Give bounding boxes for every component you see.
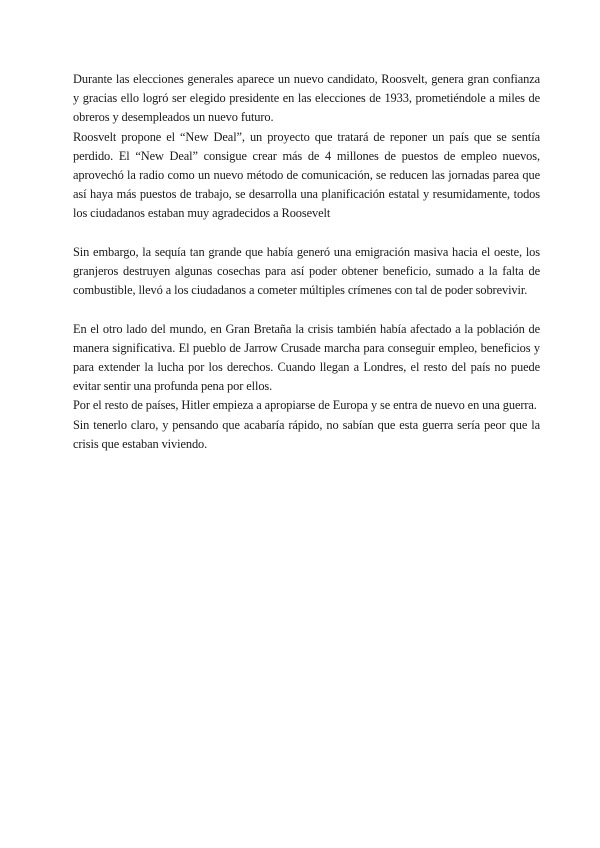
document-body [73, 70, 540, 454]
paragraph-gap [73, 224, 540, 243]
paragraph-roosvelt-elections: Durante las elecciones generales aparece un nuevo candidato, Roosvelt, genera gran confianza y gracias ello logró ser elegido presidente en las elecciones de 1933, prometiéndole a miles de obreros y desempleados un nuevo futuro. [73, 72, 540, 125]
paragraph-gap [73, 300, 540, 319]
paragraph-new-deal: Roosvelt propone el “New Deal”, un proyecto que tratará de reponer un país que se sentía perdido. El “New Deal” consigue crear más de 4 millones de puestos de empleo nuevos, aprovechó la radio como un nuevo método de comunicación, se reducen las jornadas parea que así haya más puestos de trabajo, se desarrolla una planificación estatal y resumidamente, todos los ciudadanos estaban muy agradecidos a Roosevelt [73, 129, 540, 221]
paragraph-hitler: Por el resto de países, Hitler empieza a apropiarse de Europa y se entra de nuevo en una guerra. [73, 398, 537, 413]
paragraph-great-britain: En el otro lado del mundo, en Gran Bretaña la crisis también había afectado a la población de manera significativa. El pueblo de Jarrow Crusade marcha para conseguir empleo, beneficios y para extender la lucha por los derechos. Cuando llegan a Londres, el resto del país no puede evitar sentir una profunda pena por ellos. [73, 321, 540, 394]
paragraph-drought: Sin embargo, la sequía tan grande que había generó una emigración masiva hacia el oeste, los granjeros destruyen algunas cosechas para así poder obtener beneficio, sumado a la falta de combustible, llevó a los ciudadanos a cometer múltiples crímenes con tal de poder sobrevivir. [73, 244, 540, 298]
paragraph-war: Sin tenerlo claro, y pensando que acabaría rápido, no sabían que esta guerra sería peor que la crisis que estaban viviendo. [73, 417, 540, 451]
